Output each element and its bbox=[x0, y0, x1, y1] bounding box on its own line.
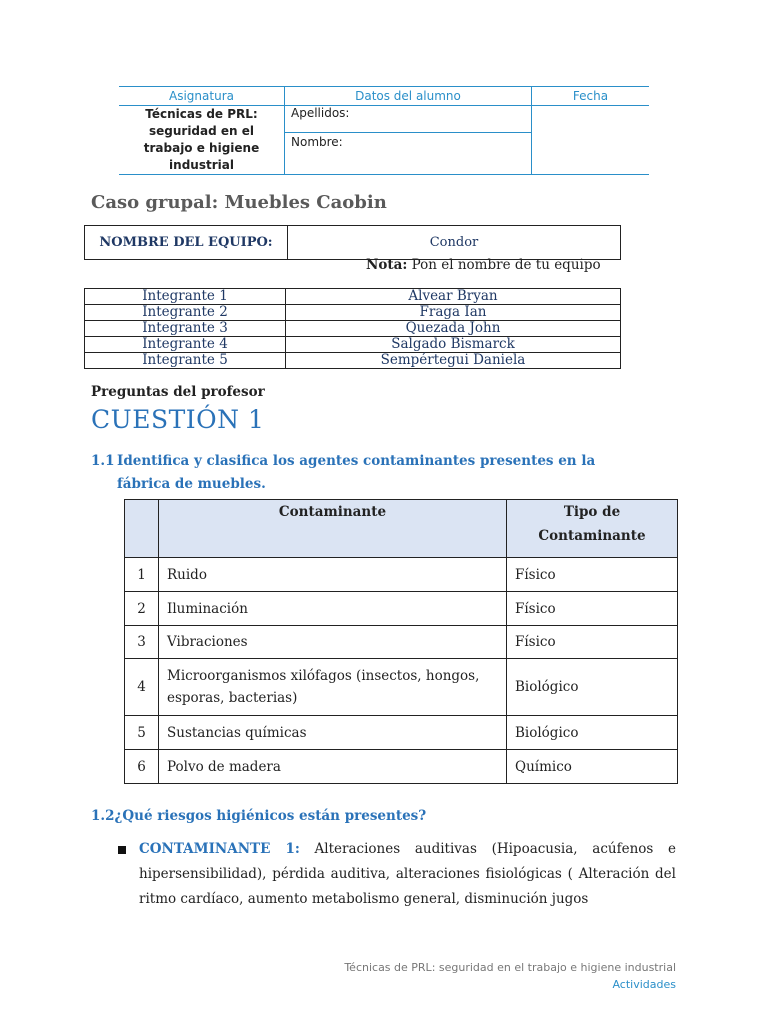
note-text: Pon el nombre de tu equipo bbox=[411, 257, 601, 273]
row-type: Químico bbox=[507, 750, 678, 784]
preguntas-heading: Preguntas del profesor bbox=[91, 384, 265, 400]
row-contaminant: Polvo de madera bbox=[159, 750, 507, 784]
member-row bbox=[85, 337, 621, 353]
table-row bbox=[125, 592, 678, 626]
row-type: Físico bbox=[507, 592, 678, 626]
row-number: 5 bbox=[125, 716, 159, 750]
table-row bbox=[125, 750, 678, 784]
member-role: Integrante 2 bbox=[85, 305, 286, 321]
header-tipo: Tipo de Contaminante bbox=[507, 500, 678, 558]
nombre-field: Nombre: bbox=[285, 133, 532, 175]
note-label: Nota: bbox=[366, 257, 408, 273]
row-number: 4 bbox=[125, 659, 159, 716]
member-row bbox=[85, 321, 621, 337]
row-contaminant: Microorganismos xilófagos (insectos, hongos, esporas, bacterias) bbox=[159, 659, 507, 716]
row-number: 3 bbox=[125, 626, 159, 659]
member-name: Sempértegui Daniela bbox=[286, 353, 621, 369]
row-contaminant: Ruido bbox=[159, 558, 507, 592]
team-name: Condor bbox=[288, 226, 621, 260]
member-name: Fraga Ian bbox=[286, 305, 621, 321]
row-number: 2 bbox=[125, 592, 159, 626]
row-contaminant: Vibraciones bbox=[159, 626, 507, 659]
subject-name: Técnicas de PRL: seguridad en el trabajo e higiene industrial bbox=[119, 106, 285, 175]
header-table bbox=[119, 86, 649, 175]
table-row bbox=[125, 558, 678, 592]
bullet-square-icon bbox=[118, 846, 126, 854]
question-text-line2: fábrica de muebles. bbox=[117, 476, 266, 492]
cuestion-title: CUESTIÓN 1 bbox=[91, 405, 265, 434]
fecha-field bbox=[532, 106, 650, 175]
table-row bbox=[125, 626, 678, 659]
header-contaminante: Contaminante bbox=[159, 500, 507, 558]
header-col-datos: Datos del alumno bbox=[285, 87, 532, 106]
header-number bbox=[125, 500, 159, 558]
contaminants-table bbox=[124, 499, 678, 784]
row-type: Biológico bbox=[507, 716, 678, 750]
footer-course: Técnicas de PRL: seguridad en el trabajo e higiene industrial bbox=[344, 961, 676, 974]
question-1-1 bbox=[91, 450, 676, 496]
header-col-fecha: Fecha bbox=[532, 87, 650, 106]
table-row bbox=[125, 659, 678, 716]
member-name: Alvear Bryan bbox=[286, 289, 621, 305]
member-role: Integrante 5 bbox=[85, 353, 286, 369]
answer-paragraph bbox=[139, 837, 676, 912]
team-note bbox=[366, 257, 601, 273]
row-type: Biológico bbox=[507, 659, 678, 716]
member-name: Quezada John bbox=[286, 321, 621, 337]
answer-text: Alteraciones auditivas (Hipoacusia, acúfenos e hipersensibilidad), pérdida auditiva, alteraciones fisiológicas ( Alteración del ritmo cardíaco, aumento metabolismo general, disminución jugos bbox=[139, 841, 676, 907]
member-role: Integrante 4 bbox=[85, 337, 286, 353]
case-title: Caso grupal: Muebles Caobin bbox=[91, 192, 387, 213]
team-table bbox=[84, 225, 621, 260]
member-role: Integrante 3 bbox=[85, 321, 286, 337]
apellidos-field: Apellidos: bbox=[285, 106, 532, 133]
row-number: 6 bbox=[125, 750, 159, 784]
table-row bbox=[125, 716, 678, 750]
table-header-row bbox=[125, 500, 678, 558]
row-type: Físico bbox=[507, 558, 678, 592]
members-table bbox=[84, 288, 621, 369]
member-role: Integrante 1 bbox=[85, 289, 286, 305]
member-name: Salgado Bismarck bbox=[286, 337, 621, 353]
header-col-asignatura: Asignatura bbox=[119, 87, 285, 106]
question-text-line1: Identifica y clasifica los agentes contaminantes presentes en la bbox=[117, 453, 596, 469]
member-row bbox=[85, 305, 621, 321]
footer-section: Actividades bbox=[612, 978, 676, 991]
team-label: NOMBRE DEL EQUIPO: bbox=[85, 226, 288, 260]
row-type: Físico bbox=[507, 626, 678, 659]
row-contaminant: Sustancias químicas bbox=[159, 716, 507, 750]
row-number: 1 bbox=[125, 558, 159, 592]
member-row bbox=[85, 289, 621, 305]
question-number: 1.1 bbox=[91, 453, 115, 469]
answer-key: CONTAMINANTE 1: bbox=[139, 841, 300, 857]
question-1-2: 1.2¿Qué riesgos higiénicos están presentes? bbox=[91, 808, 427, 824]
row-contaminant: Iluminación bbox=[159, 592, 507, 626]
member-row bbox=[85, 353, 621, 369]
